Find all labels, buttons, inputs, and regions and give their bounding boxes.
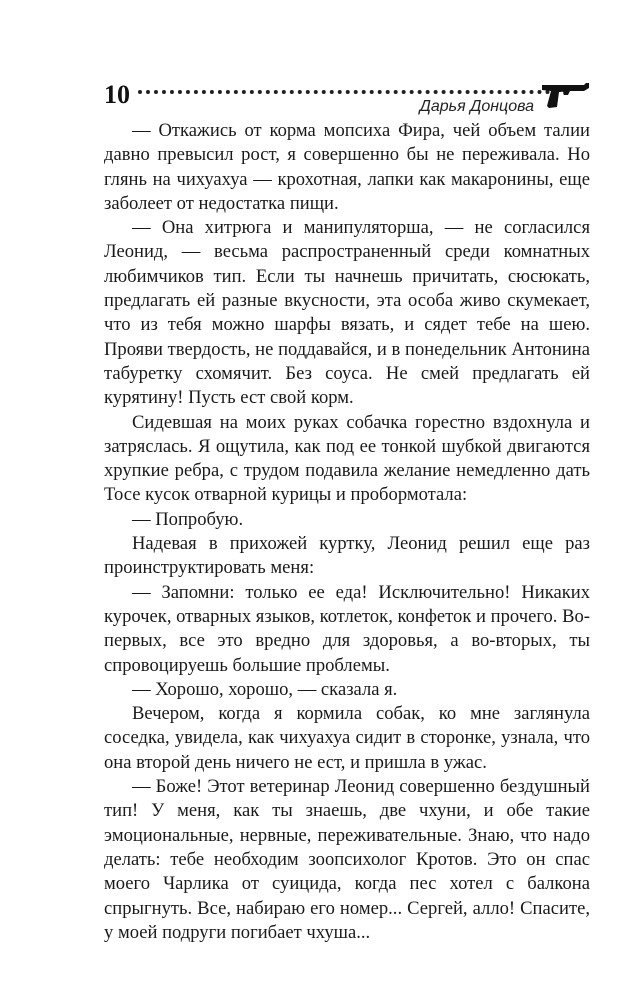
running-header [104, 80, 592, 120]
paragraph: Надевая в прихожей куртку, Леонид решил еще раз проинструктировать меня: [104, 533, 590, 579]
dotted-leader [138, 90, 558, 94]
page-number: 10 [104, 80, 130, 109]
paragraph: — Запомни: только ее еда! Исключительно! Никаких курочек, отварных языков, котлеток, конфеток и прочего. Во-первых, все это вредно для здоровья, а во-вторых, ты спровоцируешь большие проблемы. [104, 581, 590, 676]
paragraph: — Она хитрюга и манипуляторша, — не согласился Леонид, — весьма распространенный среди комнатных любимчиков тип. Если ты начнешь причитать, сюсюкать, предлагать ей разные вкусности, эта особа живо скумекает, что из тебя можно шарфы вязать, и сядет тебе на шею. Прояви твердость, не поддавайся, и в понедельник Антонина табуретку схомячит. Без соуса. Не смей предлагать ей курятину! Пусть ест свой корм. [104, 217, 590, 409]
running-head-author: Дарья Донцова [419, 98, 534, 115]
paragraph: — Попробую. [132, 508, 244, 530]
paragraph: Сидевшая на моих руках собачка горестно вздохнула и затряслась. Я ощутила, как под ее тонкой шубкой двигаются хрупкие ребра, с трудом подавила желание немедленно дать Тосе кусок отварной курицы и пробормотала: [104, 411, 590, 506]
paragraph: — Хорошо, хорошо, — сказала я. [132, 678, 398, 700]
paragraph: Вечером, когда я кормила собак, ко мне заглянула соседка, увидела, как чихуахуа сидит в сторонке, узнала, что она второй день ничего не ест, и пришла в ужас. [104, 703, 590, 773]
revolver-icon [540, 80, 592, 110]
paragraph: — Боже! Этот ветеринар Леонид совершенно бездушный тип! У меня, как ты знаешь, две чхуни, и обе такие эмоциональные, нервные, переживательные. Знаю, что надо делать: тебе необходим зоопсихолог Кротов. Это он спас моего Чарлика от суицида, когда пес хотел с балкона спрыгнуть. Все, набираю его номер... Сергей, алло! Спасите, у моей подруги погибает чхуша... [104, 776, 590, 943]
paragraph: — Откажись от корма мопсиха Фира, чей объем талии давно превысил рост, я совершенно бы не переживала. Но глянь на чихуахуа — крохотная, лапки как макаронины, еще заболеет от недостатка пищи. [104, 120, 590, 214]
body-text [104, 119, 590, 945]
